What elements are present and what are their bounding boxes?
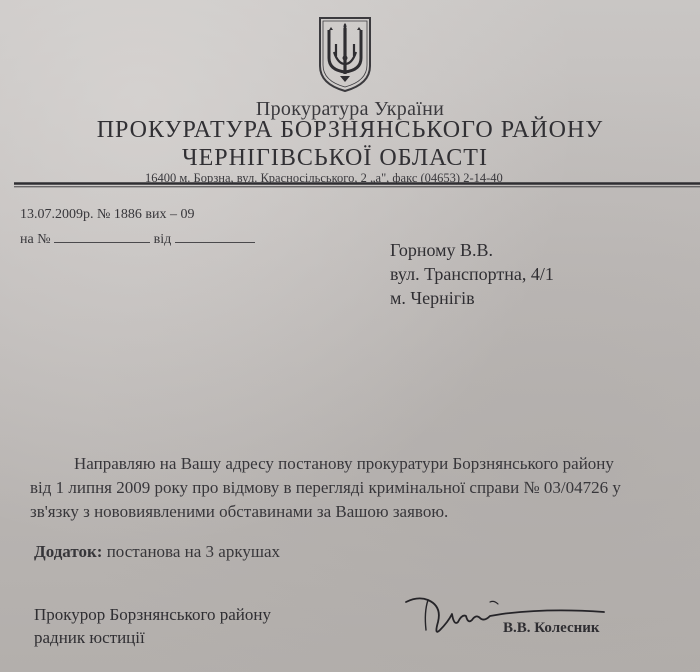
attachment-label: Додаток: (34, 542, 103, 561)
incoming-reference (20, 230, 255, 248)
outgoing-reference: 13.07.2009р. № 1886 вих – 09 (20, 207, 195, 222)
body-line-2: від 1 липня 2009 року про відмову в перегляді кримінальної справи № 03/04726 у (30, 478, 621, 497)
body-line-1: Направляю на Вашу адресу постанову прокуратури Борзнянського району (74, 454, 614, 473)
incoming-number-blank (54, 230, 150, 243)
recipient-name: Горному В.В. (390, 240, 494, 260)
org-line-district-prosecutor: ПРОКУРАТУРА БОРЗНЯНСЬКОГО РАЙОНУ (96, 117, 604, 143)
body-line-3: зв'язку з нововиявленими обставинами за Вашою заявою. (30, 502, 449, 521)
trident-coat-of-arms-icon (316, 14, 374, 94)
letterhead-address: 16400 м. Борзна, вул. Красносільського, 2 „а", факс (04653) 2-14-40 (145, 171, 503, 185)
attachment-text: постанова на 3 аркушах (102, 542, 280, 561)
recipient-city: м. Чернігів (390, 288, 475, 308)
org-line-ukraine-prosecutor: Прокуратура України (255, 98, 445, 120)
signer-title: Прокурор Борзнянського району (34, 605, 271, 624)
incoming-date-blank (175, 230, 255, 243)
signer-rank: радник юстиції (34, 628, 145, 647)
incoming-date-label: від (153, 232, 172, 247)
signer-name: В.В. Колесник (503, 620, 600, 636)
letterhead-divider (14, 182, 700, 188)
incoming-number-label: на № (20, 232, 51, 247)
attachment-note (34, 542, 280, 562)
recipient-street: вул. Транспортна, 4/1 (390, 264, 554, 284)
org-line-region: ЧЕРНІГІВСЬКОЇ ОБЛАСТІ (182, 145, 488, 171)
